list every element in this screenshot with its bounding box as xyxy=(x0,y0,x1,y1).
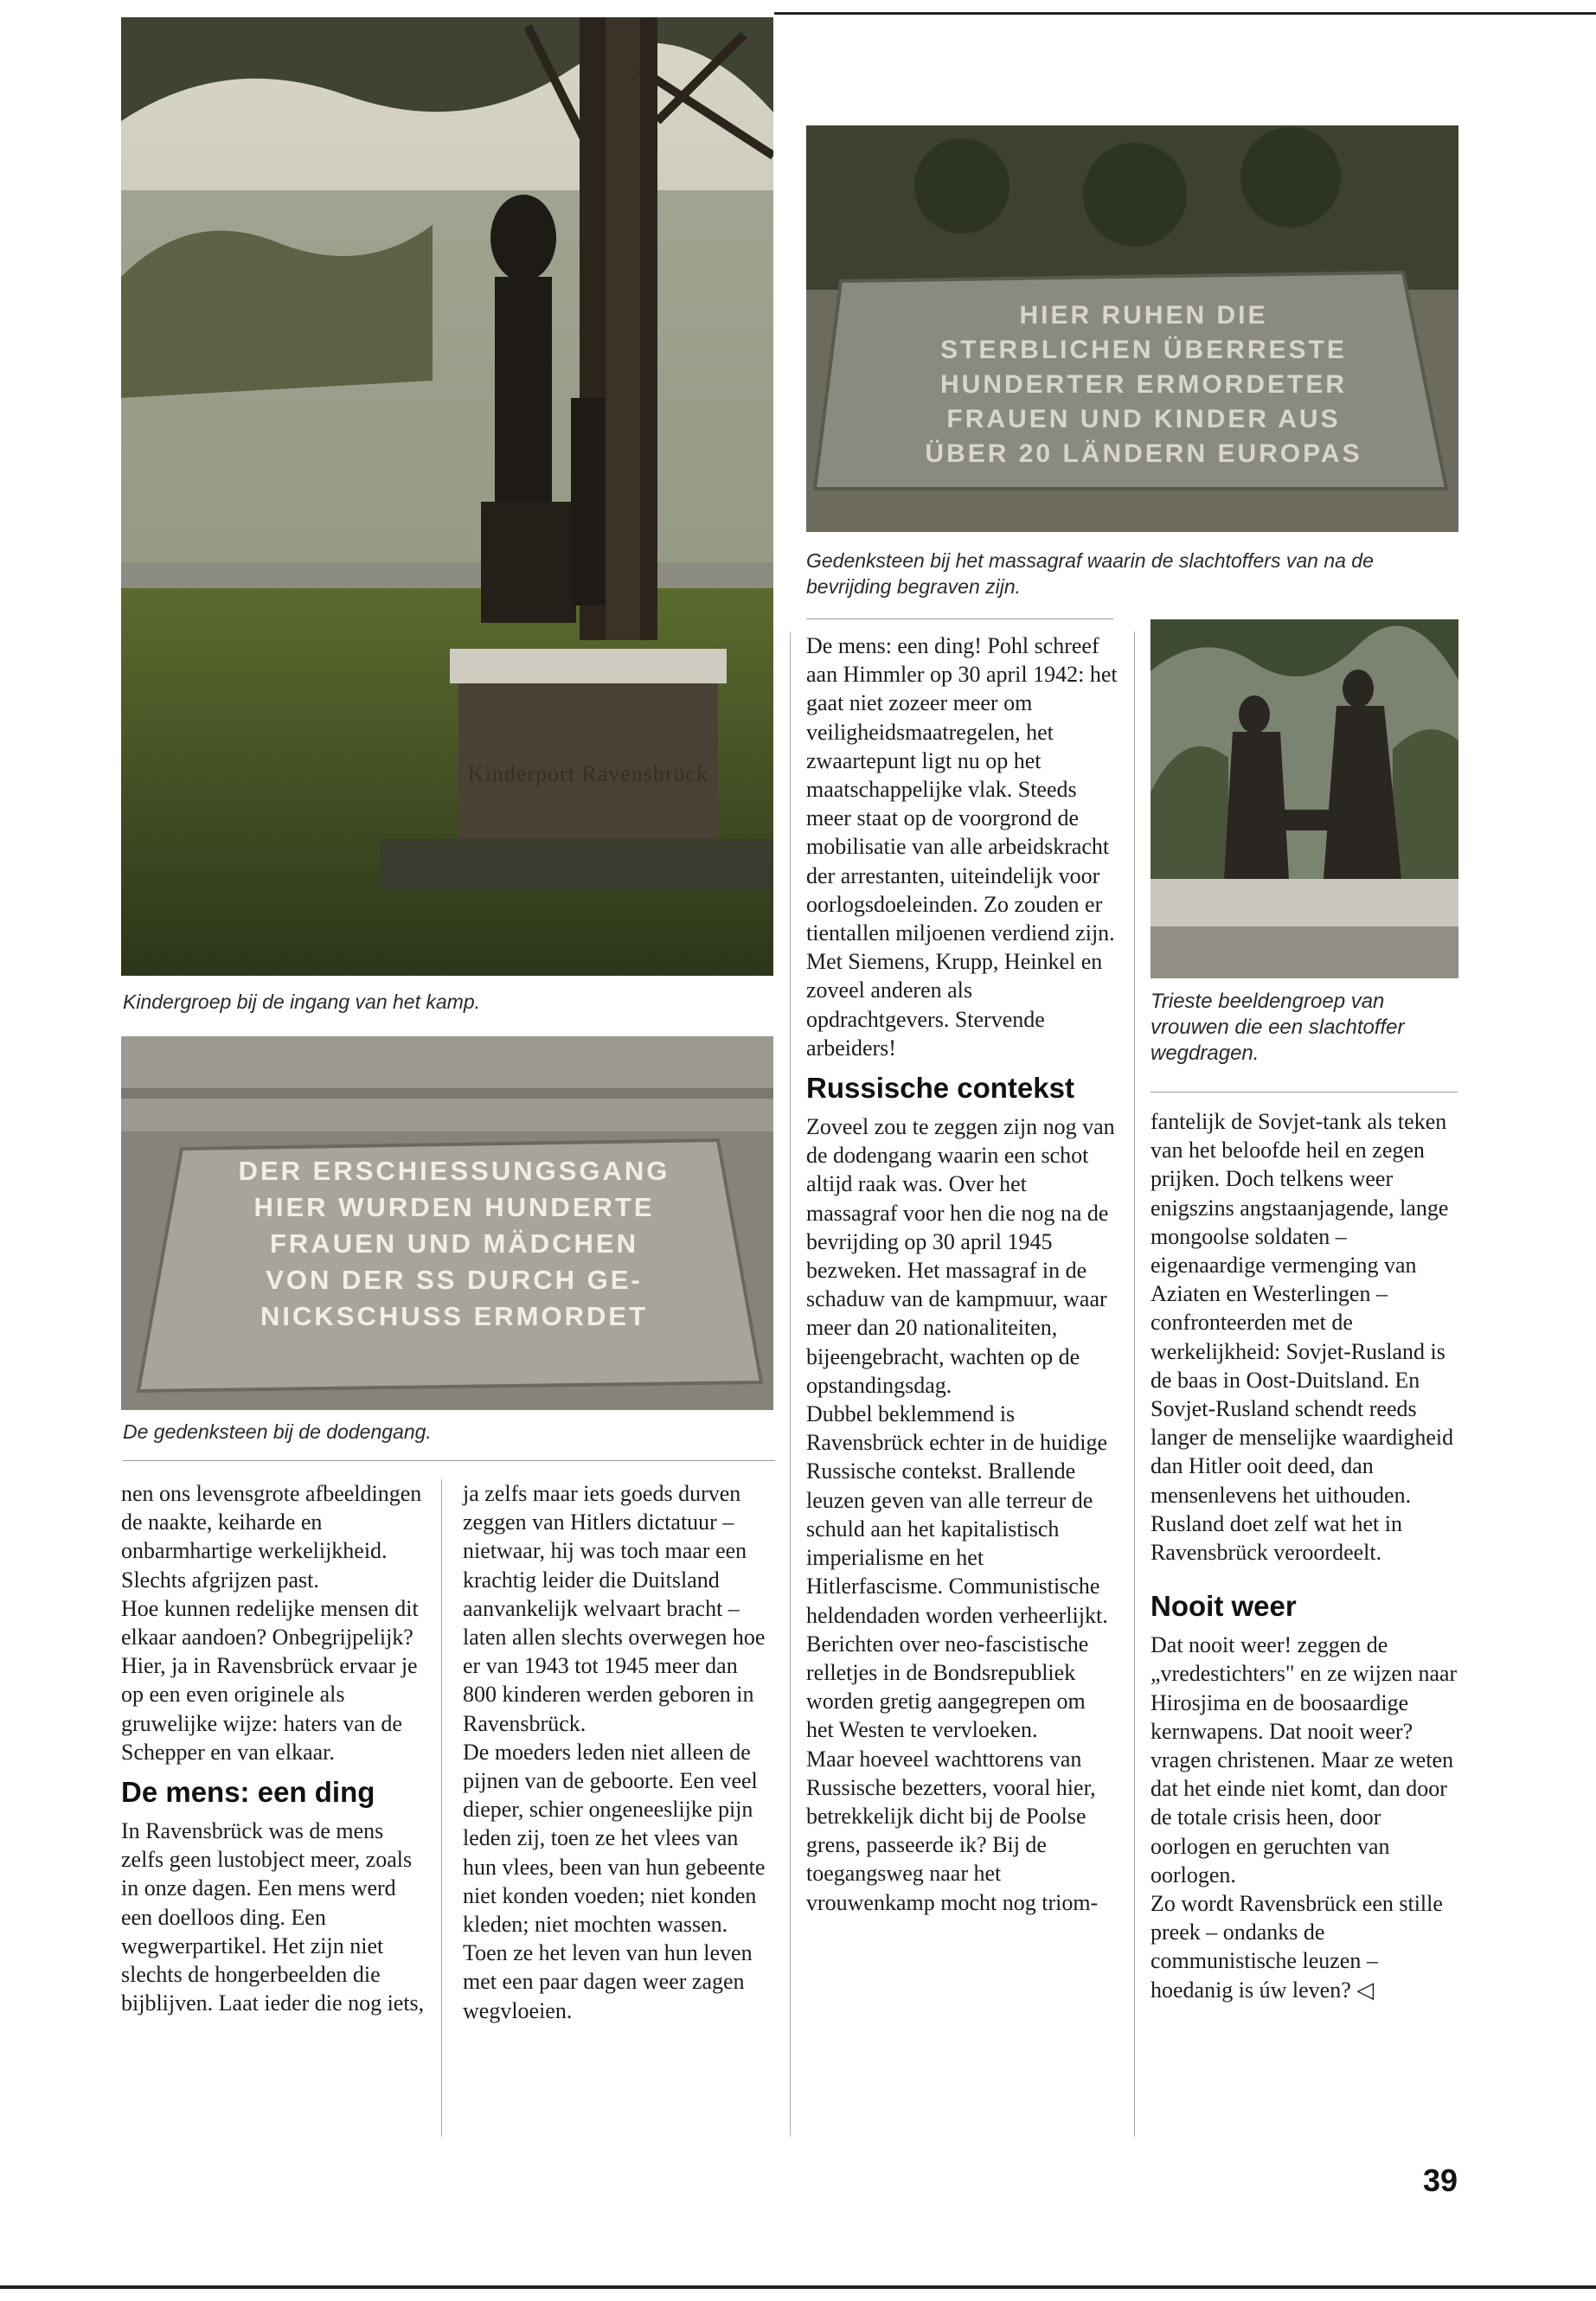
text-column-2 xyxy=(463,1479,774,2025)
paragraph: Maar hoeveel wachttorens van Russische bezetters, vooral hier, betrekkelijk dicht bij de Poolse grens, passeerde ik? Bij de toegangsweg naar het vrouwenkamp mocht nog triom- xyxy=(806,1746,1099,1915)
paragraph: Dubbel beklemmend is Ravensbrück echter in de huidige Russische contekst. Brallende leuzen geven van alle terreur de schuld aan het kapitalistisch imperialisme en het Hitlerfascisme. Communistische heldendaden worden verheerlijkt. Berichten over neo-fascistische relletjes in de Bondsrepubliek worden gretig aangegrepen om het Westen te vervloeken. xyxy=(806,1401,1108,1743)
inscription-line: STERBLICHEN ÜBERRESTE xyxy=(940,336,1347,364)
caption-rule-left xyxy=(123,1460,775,1461)
inscription-line: DER ERSCHIESSUNGSGANG xyxy=(238,1156,670,1186)
section-heading: De mens: een ding xyxy=(121,1776,375,1809)
death-passage-inscription xyxy=(156,1153,753,1335)
paragraph: Hoe kunnen redelijke mensen dit elkaar aandoen? Onbegrijpelijk? Hier, ja in Ravensbrück ervaar je op een even originele als gruwelijke wijze: haters van de Schepper en van elkaar. xyxy=(121,1595,419,1765)
column-divider xyxy=(1134,631,1135,2137)
paragraph: De mens: een ding! Pohl schreef aan Himmler op 30 april 1942: het gaat niet zozeer meer om veiligheidsmaatregelen, het zwaartepunt ligt nu op het maatschappelijke vlak. Steeds meer staat op de voorgrond de mobilisatie van alle arbeidskracht der arrestanten, uiteindelijk voor oorlogsdoeleinden. Zo zouden er tientallen miljoenen verdiend zijn. Met Siemens, Krupp, Heinkel en zoveel anderen als opdrachtgevers. Stervende arbeiders! xyxy=(806,633,1118,1061)
column-divider xyxy=(790,631,791,2137)
text-column-3 xyxy=(806,631,1118,1917)
inscription-line: NICKSCHUSS ERMORDET xyxy=(260,1301,648,1331)
sculpture-group-illustration xyxy=(1151,619,1458,978)
inscription-line: HIER RUHEN DIE xyxy=(1019,301,1268,330)
top-rule xyxy=(774,12,1596,15)
section-heading: Nooit weer xyxy=(1151,1590,1297,1623)
inscription-line: ÜBER 20 LÄNDERN EUROPAS xyxy=(925,439,1362,468)
plinth-inscription: Kinderport Ravensbrück xyxy=(467,761,709,786)
paragraph: In Ravensbrück was de mens zelfs geen lustobject meer, zoals in onze dagen. Een mens werd een doelloos ding. Een wegwerpartikel. Het zijn niet slechts de hongerbeelden die bijblijven. Laat ieder die nog iets, xyxy=(121,1818,425,2016)
caption-mass-grave-stone: Gedenksteen bij het massagraf waarin de slachtoffers van na de bevrijding begraven zijn. xyxy=(806,549,1374,598)
inscription-line: VON DER SS DURCH GE- xyxy=(266,1265,643,1295)
section-heading: Russische contekst xyxy=(806,1072,1074,1105)
paragraph: fantelijk de Sovjet-tank als teken van het beloofde heil en zegen prijken. Doch telkens weer enigszins angstaanjagende, lange mongoolse soldaten – eigenaardige vermenging van Aziaten en Westerlingen – confronteerden met de werkelijkheid: Sovjet-Rusland is de baas in Oost-Duitsland. En Sovjet-Rusland schendt reeds langer de menselijke waardigheid dan Hitler ooit deed, dan mensenlevens het uithouden. Rusland doet zelf wat het in Ravensbrück veroordeelt. xyxy=(1151,1109,1454,1566)
photo-children-statue xyxy=(121,17,773,976)
inscription-line: FRAUEN UND MÄDCHEN xyxy=(270,1228,638,1259)
text-column-1 xyxy=(121,1479,428,2017)
paragraph: nen ons levensgrote afbeeldingen de naakte, keiharde en onbarmhartige werkelijkheid. Slechts afgrijzen past. xyxy=(121,1481,422,1593)
inscription-line: HIER WURDEN HUNDERTE xyxy=(253,1192,655,1222)
photo-sculpture-group xyxy=(1151,619,1458,978)
children-statue-illustration xyxy=(121,17,773,976)
paragraph: Zo wordt Ravensbrück een stille preek – ondanks de communistische leuzen – hoedanig is úw leven? ◁ xyxy=(1151,1891,1443,2003)
caption-children-group: Kindergroep bij de ingang van het kamp. xyxy=(123,990,481,1013)
inscription-line: FRAUEN UND KINDER AUS xyxy=(946,405,1341,433)
mass-grave-inscription xyxy=(841,298,1446,471)
paragraph: De moeders leden niet alleen de pijnen van de geboorte. Een veel dieper, schier ongeneeslijke pijn leden zij, toen ze het vlees van hun vlees, been van hun gebeente niet konden voeden; niet konden kleden; niet mochten wassen. Toen ze het leven van hun leven met een paar dagen weer zagen wegvloeien. xyxy=(463,1739,766,2023)
caption-sad-group: Trieste beeldengroep van vrouwen die een slachtoffer wegdragen. xyxy=(1151,990,1405,1065)
paragraph: Zoveel zou te zeggen zijn nog van de dodengang waarin een schot altijd raak was. Over het massagraf voor hen die nog na de bevrijding op 30 april 1945 bezweken. Het massagraf in de schaduw van de kampmuur, waar meer dan 20 nationaliteiten, bijeengebracht, wachten op de opstandingsdag. xyxy=(806,1114,1115,1398)
column-divider xyxy=(441,1479,442,2137)
photo-mass-grave-stone xyxy=(806,125,1458,532)
bottom-rule xyxy=(0,2285,1596,2289)
text-column-4 xyxy=(1151,1107,1458,2004)
photo-death-passage-stone xyxy=(121,1036,773,1410)
caption-death-passage: De gedenksteen bij de dodengang. xyxy=(123,1420,432,1443)
paragraph: Dat nooit weer! zeggen de „vredestichters" en ze wijzen naar Hirosjima en de boosaardige kernwapens. Dat nooit weer? vragen christenen. Maar ze weten dat het einde niet komt, dan door de totale crisis heen, door oorlogen en geruchten van oorlogen. xyxy=(1151,1632,1458,1888)
inscription-line: HUNDERTER ERMORDETER xyxy=(939,370,1347,399)
page-number: 39 xyxy=(1422,2163,1458,2198)
paragraph: ja zelfs maar iets goeds durven zeggen van Hitlers dictatuur – nietwaar, hij was toch maar een krachtig leider die Duitsland aanvankelijk welvaart bracht – laten allen slechts overwegen hoe er van 1943 tot 1945 meer dan 800 kinderen werden geboren in Ravensbrück. xyxy=(463,1481,766,1736)
caption-rule-right xyxy=(1151,1092,1458,1093)
